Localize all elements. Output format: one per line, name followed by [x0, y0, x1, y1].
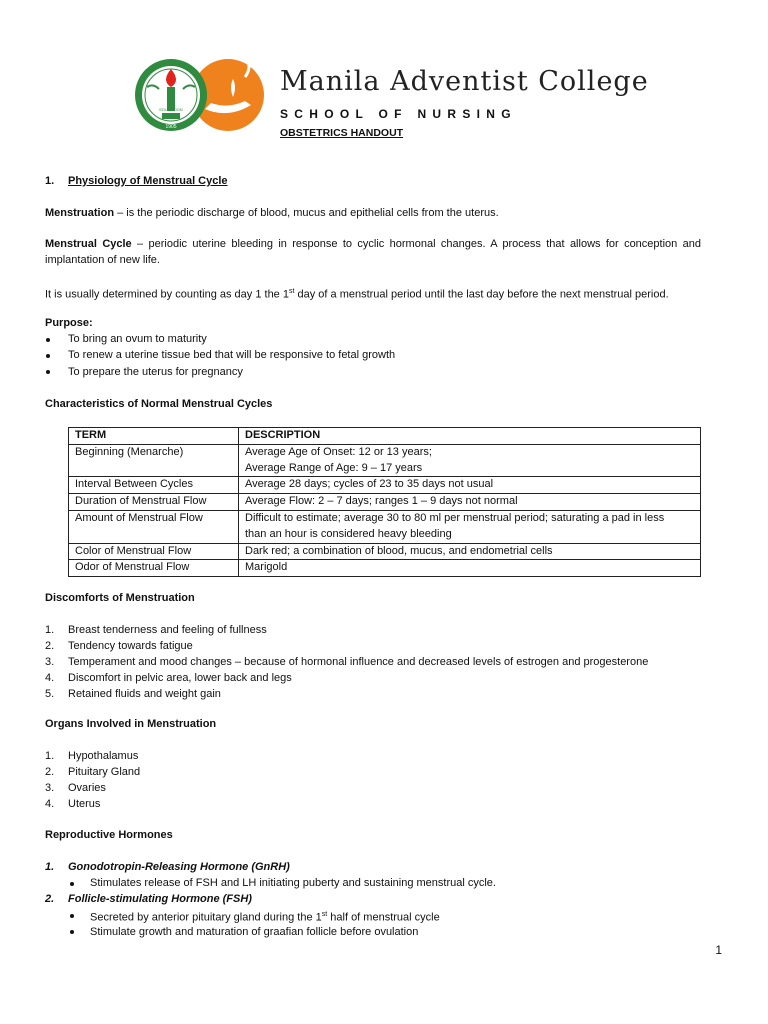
term-cell: Odor of Menstrual Flow — [69, 560, 239, 577]
section-title: Physiology of Menstrual Cycle — [68, 175, 228, 187]
term-cell: Amount of Menstrual Flow — [69, 510, 239, 543]
list-item: Breast tenderness and feeling of fullness — [68, 624, 267, 636]
table-row — [69, 510, 701, 543]
hormones-title: Reproductive Hormones — [45, 829, 173, 841]
list-item: Uterus — [68, 798, 101, 810]
college-logo — [133, 57, 268, 137]
handout-title: OBSTETRICS HANDOUT — [280, 127, 404, 139]
characteristics-title: Characteristics of Normal Menstrual Cycles — [45, 398, 273, 410]
term-cell: Interval Between Cycles — [69, 477, 239, 494]
list-item: To renew a uterine tissue bed that will be responsive to fetal growth — [68, 349, 396, 361]
organs-title: Organs Involved in Menstruation — [45, 718, 217, 730]
table-row — [69, 444, 701, 477]
table-row — [69, 494, 701, 511]
page-number: 1 — [715, 943, 722, 957]
hormone-name: Gonodotropin-Releasing Hormone (GnRH) — [68, 861, 290, 873]
description-cell: Average Age of Onset: 12 or 13 years; Average Range of Age: 9 – 17 years — [239, 444, 701, 477]
section-number: 1. — [45, 175, 55, 187]
school-name: SCHOOL OF NURSING — [280, 107, 517, 121]
description-cell: Difficult to estimate; average 30 to 80 ml per menstrual period; saturating a pad in less than an hour is considered heavy bleeding — [239, 510, 701, 543]
description-cell: Dark red; a combination of blood, mucus, and endometrial cells — [239, 543, 701, 560]
description-cell: Marigold — [239, 560, 701, 577]
column-header-term: TERM — [69, 428, 239, 445]
term-cell: Duration of Menstrual Flow — [69, 494, 239, 511]
list-item: Tendency towards fatigue — [68, 640, 193, 652]
list-item: To prepare the uterus for pregnancy — [68, 366, 243, 378]
seal-motto: EDUCATION — [159, 107, 183, 112]
cycle-counting-note: It is usually determined by counting as day 1 the 1st day of a menstrual period until the last day before the next menstrual period. — [45, 288, 669, 301]
column-header-description: DESCRIPTION — [239, 428, 701, 445]
description-cell: Average 28 days; cycles of 23 to 35 days not usual — [239, 477, 701, 494]
characteristics-table — [68, 427, 701, 577]
list-item: Discomfort in pelvic area, lower back and legs — [68, 672, 292, 684]
list-item: Retained fluids and weight gain — [68, 688, 221, 700]
discomforts-title: Discomforts of Menstruation — [45, 592, 195, 604]
term-cell: Beginning (Menarche) — [69, 444, 239, 477]
table-header-row — [69, 428, 701, 445]
hormone-name: Follicle-stimulating Hormone (FSH) — [68, 893, 252, 905]
description-cell: Average Flow: 2 – 7 days; ranges 1 – 9 days not normal — [239, 494, 701, 511]
table-row — [69, 477, 701, 494]
term-cell: Color of Menstrual Flow — [69, 543, 239, 560]
list-item: Hypothalamus — [68, 750, 139, 762]
menstruation-definition: Menstruation – is the periodic discharge of blood, mucus and epithelial cells from the uterus. — [45, 207, 499, 219]
list-item: Temperament and mood changes – because of hormonal influence and decreased levels of estrogen and progesterone — [68, 656, 649, 668]
list-item: To bring an ovum to maturity — [68, 333, 207, 345]
table-row — [69, 543, 701, 560]
seal-year: 1905 — [165, 124, 177, 130]
table-row — [69, 560, 701, 577]
list-item: Pituitary Gland — [68, 766, 141, 778]
list-item: Stimulates release of FSH and LH initiating puberty and sustaining menstrual cycle. — [90, 877, 496, 889]
menstrual-cycle-definition: Menstrual Cycle – periodic uterine bleeding in response to cyclic hormonal changes. A process that allows for conception and implantation of new life. — [45, 238, 701, 266]
document-page: EDUCATION 1905 Manila Adventist College SCHOOL OF NURSING OBSTETRICS HANDOUT 1. Physiology of Menstrual Cycle Menstruation – is the periodic discharge of blood, mucus and epithelial cells from the uterus. Menstrual Cycle – periodic uterine bleeding in response to cyclic hormonal changes. A process that allows for conception and implantation of new life. It is usually determined by counting as day 1 the 1st day of a menstrual period until the last day before the next menstrual period. Purpose: To bring an ovum to maturity To renew a uterine tissue bed that will be responsive to fetal growth To prepare the uterus for pregnancy Characteristics of Normal Menstrual Cycles TERM DESCRIPTION Beginning (Menarche) Average Age of Onset: 12 or 13 years; Average Range of Age: 9 – 17 years Interval Between Cycles Average 28 days; cycles of 23 to 35 days not usual Duration of Menstrual Flow Average Flow: 2 – 7 days; ranges 1 – 9 days not normal Amount of Menstrual Flow Difficult to estimate; average 30 to 80 ml per menstrual period; saturating a pad in less than an hour is considered heavy bleeding Color of Menstrual Flow Dark red; a combination of blood, mucus, and endometrial cells Odor of Menstrual Flow Marigold Discomforts of Menstruation 1. Breast tenderness and feeling of fullness 2. Tendency towards fatigue 3. Temperament and mood changes – because of hormonal influence and decreased levels of estrogen and progesterone 4. Discomfort in pelvic area, lower back and legs 5. Retained fluids and weight gain Organs Involved in Menstruation 1. Hypothalamus 2. Pituitary Gland 3. Ovaries 4. Uterus Reproductive Hormones 1. Gonodotropin-Releasing Hormone (GnRH) Stimulates release of FSH and LH initiating puberty and sustaining menstrual cycle. 2. Follicle-stimulating Hormone (FSH) Secreted by anterior pituitary gland during the 1st half of menstrual cycle Stimulate growth and maturation of graafian follicle before ovulation 1 — [0, 0, 768, 1024]
list-item: Stimulate growth and maturation of graafian follicle before ovulation — [90, 926, 419, 938]
college-name: Manila Adventist College — [280, 66, 649, 97]
purpose-title: Purpose: — [45, 317, 93, 329]
list-item: Secreted by anterior pituitary gland during the 1st half of menstrual cycle — [90, 911, 440, 924]
list-item: Ovaries — [68, 782, 106, 794]
